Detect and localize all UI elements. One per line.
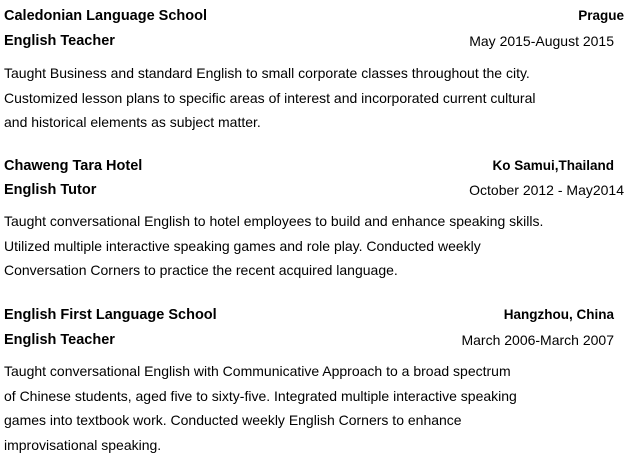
job-position: English Tutor [4, 181, 96, 199]
description-line: Conversation Corners to practice the recent acquired language. [4, 258, 543, 283]
job-position: English Teacher [4, 331, 115, 349]
job-location: Prague [578, 7, 624, 25]
job-description [4, 61, 536, 135]
job-position: English Teacher [4, 32, 115, 50]
job-dates: March 2006-March 2007 [461, 331, 614, 349]
description-line: of Chinese students, aged five to sixty-five. Integrated multiple interactive speaking [4, 384, 517, 409]
description-line: games into textbook work. Conducted weekly English Corners to enhance [4, 408, 517, 433]
job-location: Ko Samui,Thailand [492, 157, 614, 175]
description-line: Utilized multiple interactive speaking games and role play. Conducted weekly [4, 234, 543, 259]
description-line: Customized lesson plans to specific areas of interest and incorporated current cultural [4, 86, 536, 111]
description-line: Taught conversational English with Communicative Approach to a broad spectrum [4, 359, 517, 384]
job-description [4, 359, 517, 457]
job-dates: May 2015-August 2015 [469, 32, 614, 50]
description-line: improvisational speaking. [4, 433, 517, 457]
job-location: Hangzhou, China [504, 306, 614, 324]
description-line: Taught Business and standard English to small corporate classes throughout the city. [4, 61, 536, 86]
job-description [4, 209, 543, 283]
description-line: and historical elements as subject matter. [4, 110, 536, 135]
job-dates: October 2012 - May2014 [469, 181, 624, 199]
job-organization: English First Language School [4, 306, 217, 324]
job-organization: Chaweng Tara Hotel [4, 157, 142, 175]
description-line: Taught conversational English to hotel employees to build and enhance speaking skills. [4, 209, 543, 234]
job-organization: Caledonian Language School [4, 7, 207, 25]
